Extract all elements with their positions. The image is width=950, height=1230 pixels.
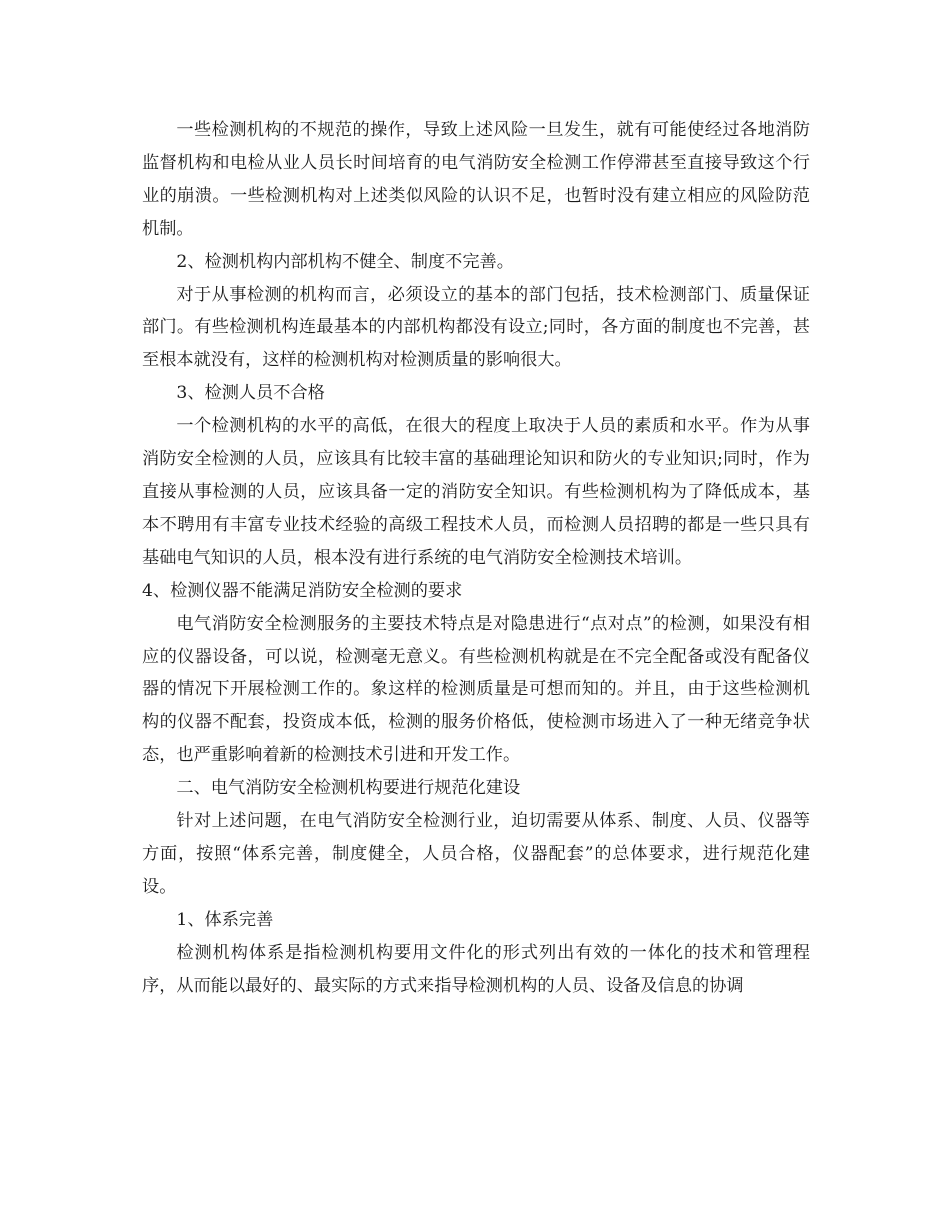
heading-personnel: 3、检测人员不合格 [176,383,325,404]
paragraph-personnel: 一个检测机构的水平的高低，在很大的程度上取决于人员的素质和水平。作为从事消防安全检测的人员，应该具有比较丰富的基础理论知识和防火的专业知识;同时，作为直接从事检测的人员，应该具备一定的消防安全知识。有些检测机构为了降低成本，基本不聘用有丰富专业技术经验的高级工程技术人员，而检测人员招聘的都是一些只具有基础电气知识的人员，根本没有进行系统的电气消防安全检测技术培训。 [142,416,810,568]
paragraph-standardization: 针对上述问题，在电气消防安全检测行业，迫切需要从体系、制度、人员、仪器等方面，按照“体系完善，制度健全，人员合格，仪器配套”的总体要求，进行规范化建设。 [142,811,810,897]
paragraph-instruments: 电气消防安全检测服务的主要技术特点是对隐患进行“点对点”的检测，如果没有相应的仪器设备，可以说，检测毫无意义。有些检测机构就是在不完全配备或没有配备仪器的情况下开展检测工作的。象这样的检测质量是可想而知的。并且，由于这些检测机构的仪器不配套，投资成本低，检测的服务价格低，使检测市场进入了一种无绪竞争状态，也严重影响着新的检测技术引进和开发工作。 [142,613,810,766]
paragraph-risk-consequence: 一些检测机构的不规范的操作，导致上述风险一旦发生，就有可能使经过各地消防监督机构和电检从业人员长时间培育的电气消防安全检测工作停滞甚至直接导致这个行业的崩溃。一些检测机构对上述类似风险的认识不足，也暂时没有建立相应的风险防范机制。 [142,120,810,239]
document-body [142,114,810,1002]
heading-internal-structure: 2、检测机构内部机构不健全、制度不完善。 [176,251,514,272]
paragraph-internal-structure: 对于从事检测的机构而言，必须设立的基本的部门包括，技术检测部门、质量保证部门。有些检测机构连最基本的内部机构都没有设立;同时，各方面的制度也不完善，甚至根本就没有，这样的检测机构对检测质量的影响很大。 [142,284,810,371]
heading-standardization: 二、电气消防安全检测机构要进行规范化建设 [176,778,521,799]
heading-instruments: 4、检测仪器不能满足消防安全检测的要求 [142,580,463,601]
paragraph-system-complete: 检测机构体系是指检测机构要用文件化的形式列出有效的一体化的技术和管理程序，从而能以最好的、最实际的方式来指导检测机构的人员、设备及信息的协调 [142,942,810,996]
heading-system-complete: 1、体系完善 [176,909,274,930]
